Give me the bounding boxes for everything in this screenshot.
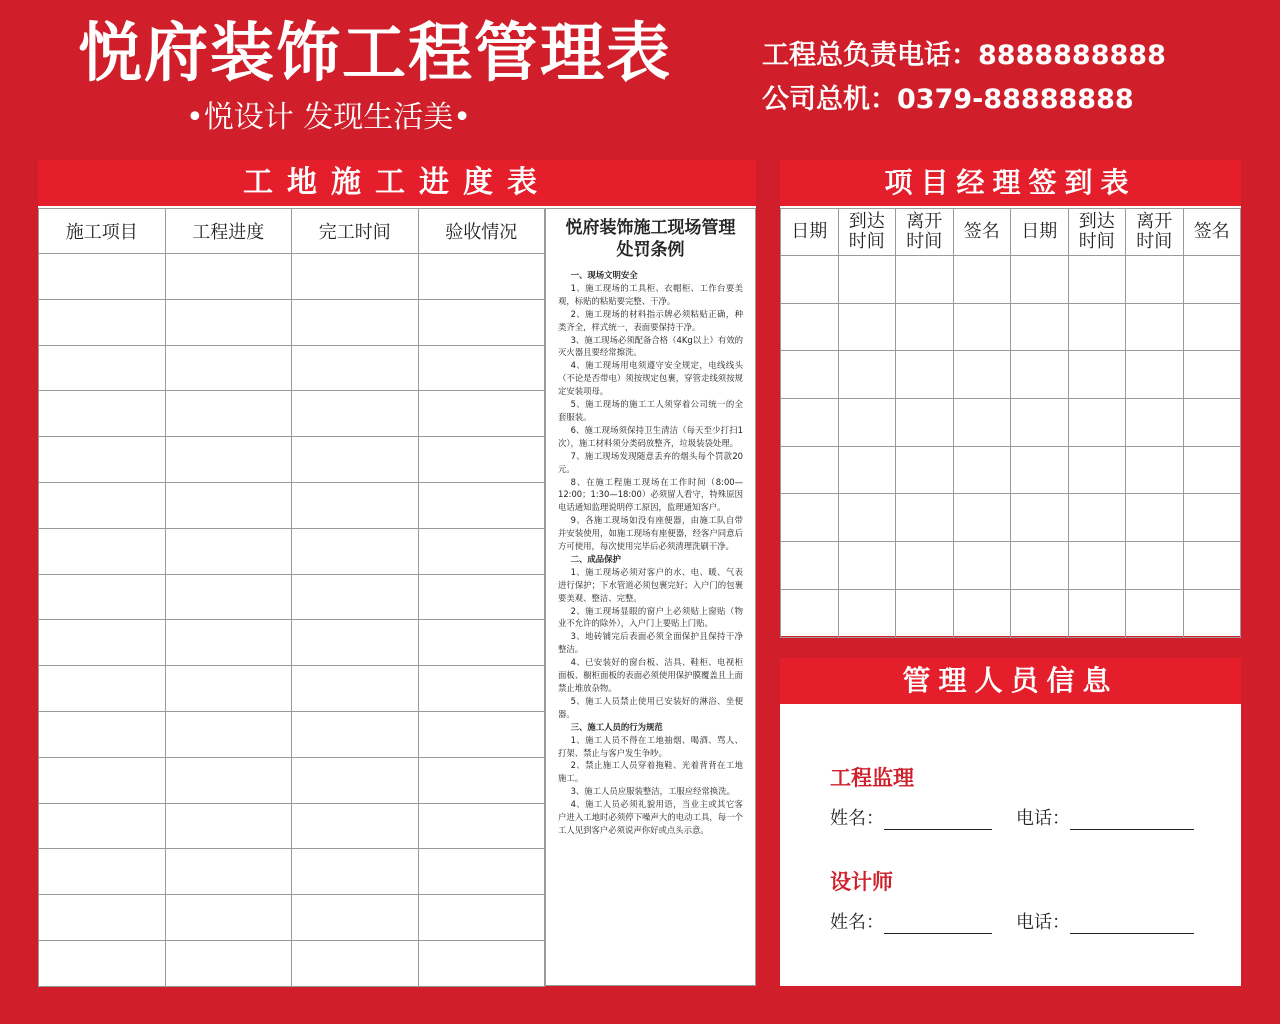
table-cell[interactable] [1068,494,1126,542]
table-cell[interactable] [896,351,954,399]
table-cell[interactable] [165,437,292,483]
table-cell[interactable] [165,895,292,941]
table-cell[interactable] [292,299,419,345]
table-cell[interactable] [292,757,419,803]
table-cell[interactable] [39,482,166,528]
progress-table-title: 工地施工进度表 [38,160,756,206]
table-cell[interactable] [838,542,896,590]
column-header: 验收情况 [418,209,545,254]
rule-item: 3、施工人员应服装整洁，工服应经常换洗。 [570,786,736,797]
table-cell[interactable] [1011,589,1069,637]
table-cell[interactable] [39,757,166,803]
rule-item: 1、施工现场的工具柜、衣帽柜、工作台要美观，标贴的粘贴要完整、干净。 [558,282,743,306]
table-row [39,391,545,437]
contact-info [762,34,1166,122]
table-row [39,895,545,941]
table-cell[interactable] [165,345,292,391]
table-cell[interactable] [1011,399,1069,447]
table-cell[interactable] [838,303,896,351]
designer-phone-field[interactable]: 电话： [1016,908,1194,934]
table-cell[interactable] [165,803,292,849]
rule-item: 8、在施工程施工现场在工作时间（8:00—12:00；1:30—18:00）必须留人看守，特殊原因电话通知监理说明停工原因，监理通知客户。 [558,476,743,513]
table-cell[interactable] [292,528,419,574]
table-cell[interactable] [292,437,419,483]
table-cell[interactable] [781,494,839,542]
table-cell[interactable] [39,391,166,437]
role-designer: 设计师 [830,870,893,894]
table-cell[interactable] [418,254,545,300]
column-header: 完工时间 [292,209,419,254]
table-cell[interactable] [292,482,419,528]
table-cell[interactable] [1126,446,1184,494]
supervisor-name-field[interactable]: 姓名： [830,804,992,830]
table-row [39,574,545,620]
company-hotline: 公司总机：0379-88888888 [762,84,1134,115]
table-cell[interactable] [781,303,839,351]
table-cell[interactable] [292,711,419,757]
table-cell[interactable] [39,574,166,620]
table-cell[interactable] [39,666,166,712]
table-cell[interactable] [292,574,419,620]
table-cell[interactable] [953,351,1011,399]
rule-item: 1、施工人员不得在工地抽烟、喝酒、骂人、打架、禁止与客户发生争吵。 [558,734,743,758]
table-row [39,803,545,849]
table-cell[interactable] [1126,589,1184,637]
signin-panel [780,160,1241,636]
table-cell[interactable] [1183,303,1241,351]
table-cell[interactable] [165,757,292,803]
table-cell[interactable] [896,256,954,304]
table-cell[interactable] [165,574,292,620]
table-cell[interactable] [1068,446,1126,494]
rules-title: 悦府装饰施工现场管理处罚条例 [565,218,736,260]
table-cell[interactable] [896,542,954,590]
table-cell[interactable] [838,351,896,399]
table-cell[interactable] [1126,303,1184,351]
table-cell[interactable] [292,666,419,712]
table-row [781,399,1241,447]
column-header: 施工项目 [39,209,166,254]
column-header: 到达 时间 [838,209,896,256]
table-row [39,528,545,574]
signin-table-title: 项目经理签到表 [780,160,1241,206]
table-row [39,849,545,895]
table-row [39,345,545,391]
table-cell[interactable] [39,254,166,300]
staff-panel [780,658,1241,986]
table-cell[interactable] [896,303,954,351]
table-row [781,351,1241,399]
table-cell[interactable] [838,256,896,304]
rule-item: 4、施工现场用电须遵守安全规定，电线线头（不论是否带电）须按规定包裹，穿管走线须按规定安装项母。 [558,360,743,397]
rules-section [545,208,756,986]
slogan: •悦设计 发现生活美• [186,100,471,135]
designer-name-field[interactable]: 姓名： [830,908,992,934]
table-cell[interactable] [418,528,545,574]
role-supervisor: 工程监理 [830,766,914,790]
table-cell[interactable] [953,446,1011,494]
table-cell[interactable] [1183,446,1241,494]
rule-item: 3、施工现场必须配备合格（4Kg以上）有效的灭火器且要经常擦洗。 [558,334,743,358]
table-cell[interactable] [896,446,954,494]
rule-item: 9、各施工现场如没有座便器，由施工队自带并安装使用，如施工现场有座便器，经客户同意后方可使用，每次使用完毕后必须清理洗刷干净。 [558,515,743,552]
table-cell[interactable] [39,711,166,757]
rule-item: 1、施工现场必须对客户的水、电、暖、气表进行保护；下水管道必须包裹完好；入户门的包裹要美观、整洁、完整。 [558,566,743,603]
table-cell[interactable] [39,940,166,986]
column-header: 签名 [953,209,1011,256]
rule-item: 3、地砖铺完后表面必须全面保护且保持干净整洁。 [558,631,743,655]
column-header: 日期 [1011,209,1069,256]
table-cell[interactable] [838,399,896,447]
table-cell[interactable] [39,299,166,345]
table-cell[interactable] [292,849,419,895]
table-cell[interactable] [292,940,419,986]
table-cell[interactable] [1183,589,1241,637]
table-row [39,940,545,986]
table-cell[interactable] [1126,494,1184,542]
column-header: 工程进度 [165,209,292,254]
table-cell[interactable] [292,803,419,849]
column-header: 到达 时间 [1068,209,1126,256]
column-header: 离开 时间 [896,209,954,256]
table-cell[interactable] [292,620,419,666]
table-cell[interactable] [781,399,839,447]
table-cell[interactable] [165,620,292,666]
table-cell[interactable] [165,299,292,345]
table-cell[interactable] [1126,351,1184,399]
rules-list [558,269,743,837]
progress-panel [38,160,756,986]
table-cell[interactable] [39,345,166,391]
table-cell[interactable] [1011,494,1069,542]
table-cell[interactable] [418,803,545,849]
table-cell[interactable] [39,895,166,941]
table-cell[interactable] [1068,542,1126,590]
supervisor-phone-field[interactable]: 电话： [1016,804,1194,830]
rule-item: 2、禁止施工人员穿着拖鞋、光着背背在工地施工。 [558,760,743,784]
rules-section-heading: 三、施工人员的行为规范 [570,721,663,732]
table-cell[interactable] [418,895,545,941]
staff-body [780,704,1241,986]
table-row [781,446,1241,494]
table-cell[interactable] [1126,542,1184,590]
staff-title: 管理人员信息 [780,658,1241,704]
table-cell[interactable] [292,895,419,941]
table-cell[interactable] [1011,542,1069,590]
table-row [39,620,545,666]
signin-table [780,208,1241,638]
table-cell[interactable] [953,494,1011,542]
table-cell[interactable] [1011,446,1069,494]
table-cell[interactable] [165,849,292,895]
table-cell[interactable] [39,849,166,895]
table-cell[interactable] [953,256,1011,304]
table-row [39,482,545,528]
table-cell[interactable] [781,256,839,304]
rule-item: 4、已安装好的窗台板、洁具、鞋柜、电视柜面板、橱柜面板的表面必须使用保护膜覆盖且上面禁止堆放杂物。 [558,657,743,693]
table-cell[interactable] [1011,303,1069,351]
table-cell[interactable] [418,757,545,803]
rule-item: 2、施工现场的材料指示牌必须粘贴正确，种类齐全，样式统一，表面要保持干净。 [558,308,743,332]
table-cell[interactable] [292,345,419,391]
table-cell[interactable] [1011,351,1069,399]
table-row [39,711,545,757]
table-cell[interactable] [418,711,545,757]
table-row [39,437,545,483]
project-phone: 工程总负责电话：8888888888 [762,40,1166,71]
table-cell[interactable] [838,589,896,637]
table-cell[interactable] [39,437,166,483]
table-cell[interactable] [1126,256,1184,304]
table-cell[interactable] [418,666,545,712]
table-row [781,589,1241,637]
rules-section-heading: 一、现场文明安全 [570,270,638,280]
table-cell[interactable] [418,940,545,986]
table-cell[interactable] [418,345,545,391]
table-cell[interactable] [1068,303,1126,351]
table-cell[interactable] [418,299,545,345]
rule-item: 5、施工现场的施工工人须穿着公司统一的全套服装。 [558,399,743,422]
table-cell[interactable] [896,589,954,637]
rules-section-heading: 二、成品保护 [570,553,621,564]
table-cell[interactable] [896,399,954,447]
table-cell[interactable] [418,391,545,437]
table-cell[interactable] [1011,256,1069,304]
column-header: 日期 [781,209,839,256]
rule-item: 5、施工人员禁止使用已安装好的淋浴、坐便器。 [558,695,743,719]
table-cell[interactable] [1183,351,1241,399]
table-row [39,757,545,803]
table-cell[interactable] [418,620,545,666]
table-cell[interactable] [292,254,419,300]
table-cell[interactable] [418,437,545,483]
table-cell[interactable] [896,494,954,542]
table-cell[interactable] [165,666,292,712]
table-cell[interactable] [838,446,896,494]
rule-item: 6、施工现场须保持卫生清洁（每天至少打扫1次），施工材料须分类码放整齐，垃圾装袋处理。 [558,424,743,448]
table-cell[interactable] [1183,256,1241,304]
table-row [39,666,545,712]
page-title: 悦府装饰工程管理表 [78,17,672,91]
table-cell[interactable] [1068,351,1126,399]
table-cell[interactable] [1183,542,1241,590]
column-header: 签名 [1183,209,1241,256]
table-cell[interactable] [953,589,1011,637]
table-cell[interactable] [165,940,292,986]
table-cell[interactable] [418,849,545,895]
table-cell[interactable] [39,528,166,574]
table-cell[interactable] [781,589,839,637]
table-cell[interactable] [1183,399,1241,447]
table-cell[interactable] [1183,494,1241,542]
rule-item: 4、施工人员必须礼貌用语，当业主或其它客户进入工地时必须停下噪声大的电动工具，每一个工人见到客户必须说声你好或点头示意。 [558,799,743,835]
table-cell[interactable] [781,446,839,494]
table-cell[interactable] [953,399,1011,447]
table-cell[interactable] [39,803,166,849]
table-cell[interactable] [418,482,545,528]
table-cell[interactable] [1068,256,1126,304]
table-row [781,303,1241,351]
table-cell[interactable] [165,391,292,437]
table-cell[interactable] [165,711,292,757]
table-cell[interactable] [781,542,839,590]
table-cell[interactable] [953,303,1011,351]
table-cell[interactable] [39,620,166,666]
table-row [781,494,1241,542]
table-cell[interactable] [165,482,292,528]
table-cell[interactable] [292,391,419,437]
table-cell[interactable] [165,254,292,300]
rule-item: 7、施工现场发现随意丢弃的烟头每个罚款20元。 [558,450,743,474]
table-cell[interactable] [781,351,839,399]
table-row [781,542,1241,590]
table-cell[interactable] [953,542,1011,590]
progress-table [38,208,545,987]
table-row [39,254,545,300]
column-header: 离开 时间 [1126,209,1184,256]
table-cell[interactable] [1068,399,1126,447]
table-cell[interactable] [1068,589,1126,637]
rule-item: 2、施工现场显眼的窗户上必须贴上窗贴（物业不允许的除外），入户门上要贴上门贴。 [558,605,743,629]
table-cell[interactable] [838,494,896,542]
table-row [39,299,545,345]
table-row [781,256,1241,304]
table-cell[interactable] [418,574,545,620]
table-cell[interactable] [165,528,292,574]
table-cell[interactable] [1126,399,1184,447]
